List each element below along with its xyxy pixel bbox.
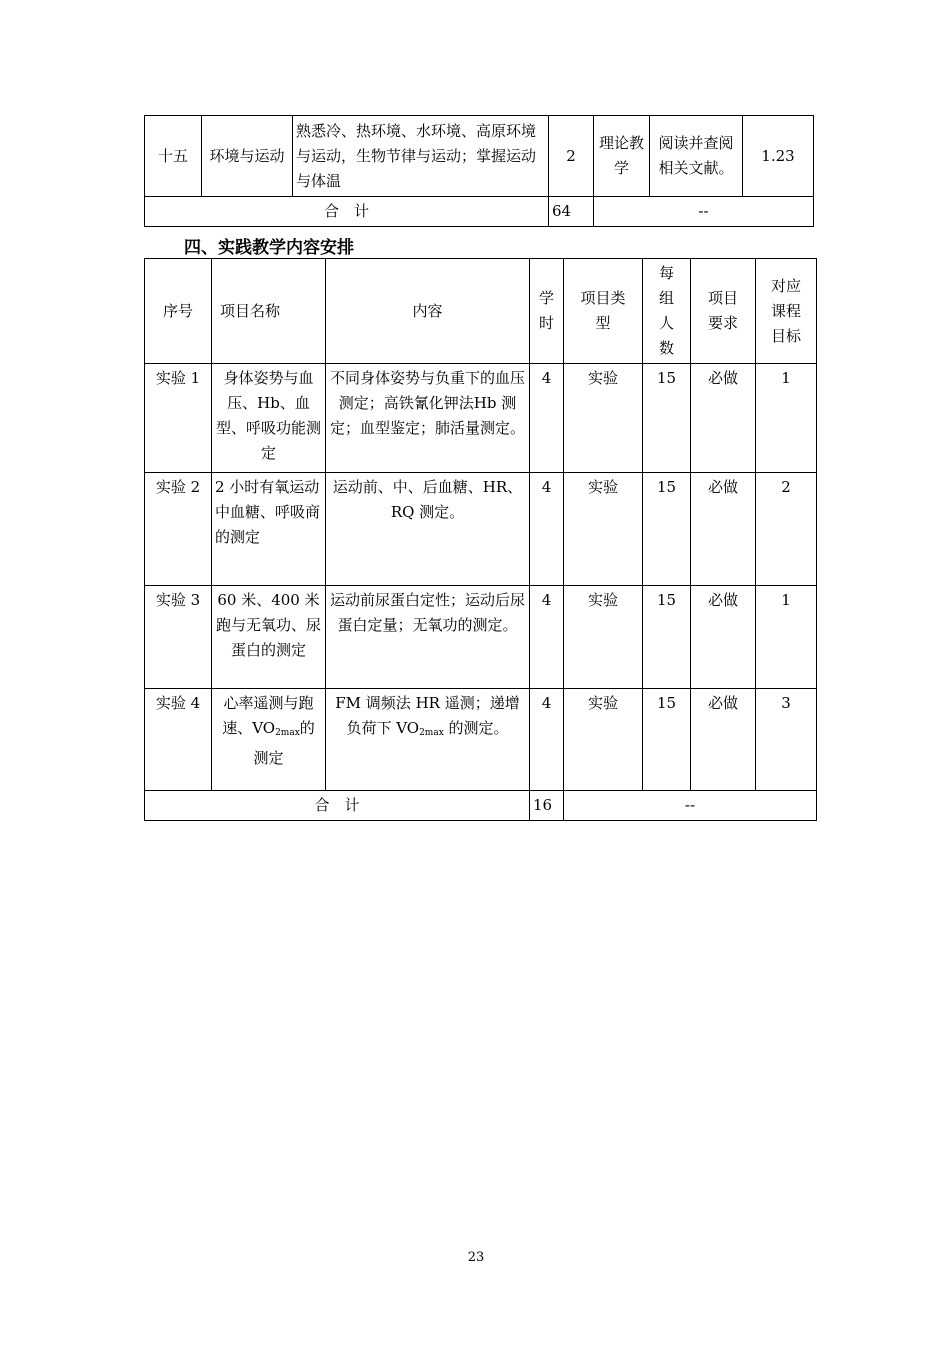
header-req: 项目要求 — [691, 259, 756, 364]
total-row — [145, 791, 817, 821]
row-hours: 4 — [530, 689, 564, 791]
row-req: 必做 — [691, 586, 756, 689]
header-num: 序号 — [145, 259, 212, 364]
section-heading: 四、实践教学内容安排 — [184, 238, 354, 258]
row-goal: 3 — [756, 689, 817, 791]
header-goal: 对应课程目标 — [756, 259, 817, 364]
header-people: 每组人数 — [643, 259, 691, 364]
row-people: 15 — [643, 689, 691, 791]
study-requirement: 阅读并查阅相关文献。 — [650, 116, 743, 197]
header-row — [145, 259, 817, 364]
course-goal: 1.23 — [743, 116, 814, 197]
row-type: 实验 — [564, 586, 643, 689]
header-type: 项目类型 — [564, 259, 643, 364]
table-row — [145, 689, 817, 791]
total-rest: -- — [594, 197, 814, 227]
table-row — [145, 116, 814, 197]
row-goal: 1 — [756, 586, 817, 689]
row-hours: 4 — [530, 586, 564, 689]
row-name: 身体姿势与血压、Hb、血型、呼吸功能测定 — [212, 364, 326, 473]
row-type: 实验 — [564, 689, 643, 791]
row-goal: 1 — [756, 364, 817, 473]
total-hours: 16 — [530, 791, 564, 821]
row-hours: 4 — [530, 473, 564, 586]
total-label: 合 计 — [145, 197, 549, 227]
total-hours: 64 — [549, 197, 594, 227]
course-content-table-end — [144, 115, 814, 227]
row-req: 必做 — [691, 364, 756, 473]
row-goal: 2 — [756, 473, 817, 586]
table-row — [145, 364, 817, 473]
row-req: 必做 — [691, 689, 756, 791]
header-content: 内容 — [326, 259, 530, 364]
total-row — [145, 197, 814, 227]
row-req: 必做 — [691, 473, 756, 586]
row-type: 实验 — [564, 473, 643, 586]
row-content: 不同身体姿势与负重下的血压测定；高铁氰化钾法Hb 测定；血型鉴定；肺活量测定。 — [326, 364, 530, 473]
row-name: 心率遥测与跑速、$VO_{2max}$的测定 — [212, 689, 326, 791]
header-hours: 学时 — [530, 259, 564, 364]
chapter-name: 环境与运动 — [202, 116, 293, 197]
practice-teaching-table — [144, 258, 817, 821]
row-type: 实验 — [564, 364, 643, 473]
total-label: 合 计 — [145, 791, 530, 821]
row-num: 实验 4 — [145, 689, 212, 791]
row-name: 60 米、400 米跑与无氧功、尿蛋白的测定 — [212, 586, 326, 689]
row-people: 15 — [643, 364, 691, 473]
row-content: 运动前、中、后血糖、HR、RQ 测定。 — [326, 473, 530, 586]
row-hours: 4 — [530, 364, 564, 473]
page-number: 23 — [467, 1250, 485, 1265]
row-content: FM 调频法 HR 遥测；递增负荷下 $VO_{2max}$ 的测定。 — [326, 689, 530, 791]
chapter-number: 十五 — [145, 116, 202, 197]
table-row — [145, 473, 817, 586]
chapter-content: 熟悉冷、热环境、水环境、高原环境与运动，生物节律与运动；掌握运动与体温 — [293, 116, 549, 197]
chapter-hours: 2 — [549, 116, 594, 197]
row-num: 实验 1 — [145, 364, 212, 473]
total-rest: -- — [564, 791, 817, 821]
header-name: 项目名称 — [212, 259, 326, 364]
row-num: 实验 2 — [145, 473, 212, 586]
row-name: 2 小时有氧运动中血糖、呼吸商的测定 — [212, 473, 326, 586]
teaching-type: 理论教学 — [594, 116, 650, 197]
table-row — [145, 586, 817, 689]
row-content: 运动前尿蛋白定性；运动后尿蛋白定量；无氧功的测定。 — [326, 586, 530, 689]
row-people: 15 — [643, 586, 691, 689]
row-people: 15 — [643, 473, 691, 586]
row-num: 实验 3 — [145, 586, 212, 689]
